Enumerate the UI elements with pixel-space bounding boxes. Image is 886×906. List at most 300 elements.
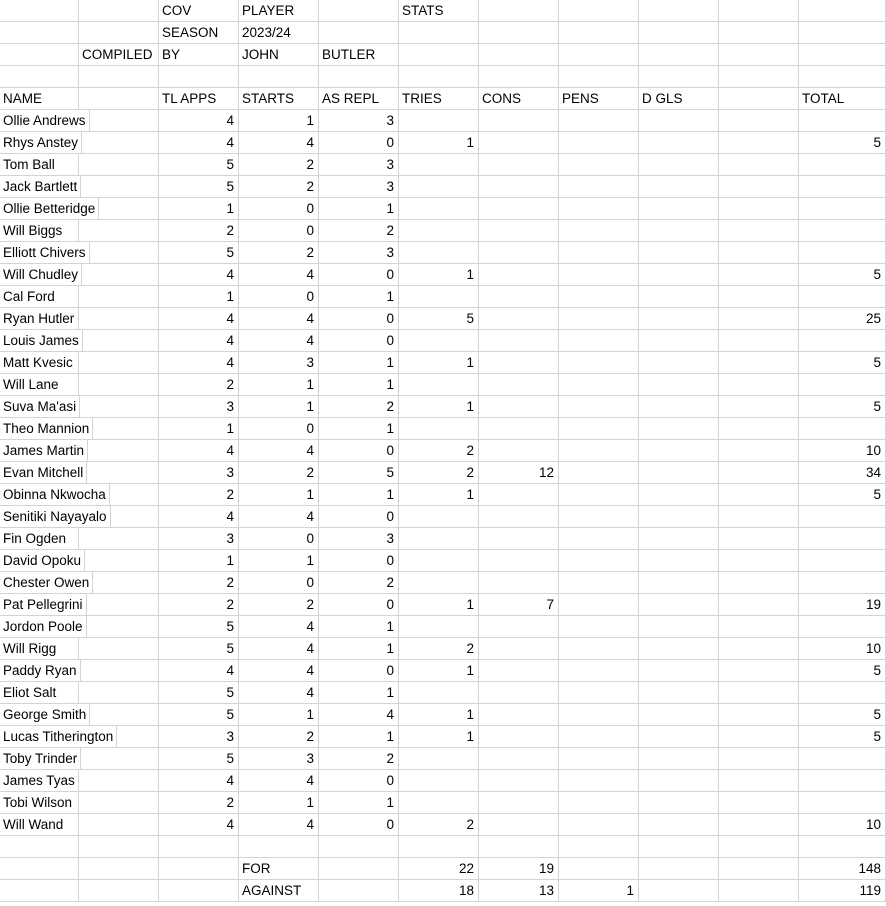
cell-r5-tl-apps[interactable]: TL APPS bbox=[159, 88, 239, 110]
cell-r4-b[interactable] bbox=[79, 66, 159, 88]
cell-r18-b[interactable] bbox=[79, 374, 159, 396]
cell-r32-b[interactable] bbox=[79, 682, 159, 704]
cell-r25-b[interactable] bbox=[79, 528, 159, 550]
cell-r30-pens[interactable] bbox=[559, 638, 639, 660]
cell-r24-total[interactable] bbox=[799, 506, 886, 528]
cell-r3-j[interactable] bbox=[719, 44, 799, 66]
cell-r36-total[interactable] bbox=[799, 770, 886, 792]
cell-r18-starts[interactable]: 1 bbox=[239, 374, 319, 396]
cell-r25-d-gls[interactable] bbox=[639, 528, 719, 550]
cell-r31-cons[interactable] bbox=[479, 660, 559, 682]
cell-r23-tl-apps[interactable]: 2 bbox=[159, 484, 239, 506]
player-name-cell[interactable]: Elliott Chivers bbox=[0, 242, 90, 264]
cell-r29-pens[interactable] bbox=[559, 616, 639, 638]
cell-r36-as-repl[interactable]: 0 bbox=[319, 770, 399, 792]
cell-r1-starts[interactable]: PLAYER bbox=[239, 0, 319, 22]
player-name-cell[interactable]: Evan Mitchell bbox=[0, 462, 87, 484]
cell-r2-total[interactable] bbox=[799, 22, 886, 44]
cell-r41-cons[interactable]: 13 bbox=[479, 880, 559, 902]
cell-r41-tl-apps[interactable] bbox=[159, 880, 239, 902]
cell-r33-j[interactable] bbox=[719, 704, 799, 726]
cell-r41-j[interactable] bbox=[719, 880, 799, 902]
cell-r30-total[interactable]: 10 bbox=[799, 638, 886, 660]
cell-r41-pens[interactable]: 1 bbox=[559, 880, 639, 902]
cell-r27-as-repl[interactable]: 2 bbox=[319, 572, 399, 594]
cell-r4-j[interactable] bbox=[719, 66, 799, 88]
cell-r5-total[interactable]: TOTAL bbox=[799, 88, 886, 110]
cell-r22-tl-apps[interactable]: 3 bbox=[159, 462, 239, 484]
cell-r38-tl-apps[interactable]: 4 bbox=[159, 814, 239, 836]
cell-r18-tries[interactable] bbox=[399, 374, 479, 396]
cell-r26-pens[interactable] bbox=[559, 550, 639, 572]
cell-r10-pens[interactable] bbox=[559, 198, 639, 220]
cell-r24-d-gls[interactable] bbox=[639, 506, 719, 528]
cell-r12-as-repl[interactable]: 3 bbox=[319, 242, 399, 264]
cell-r16-j[interactable] bbox=[719, 330, 799, 352]
cell-r18-total[interactable] bbox=[799, 374, 886, 396]
cell-r39-starts[interactable] bbox=[239, 836, 319, 858]
cell-r18-as-repl[interactable]: 1 bbox=[319, 374, 399, 396]
cell-r40-tl-apps[interactable] bbox=[159, 858, 239, 880]
cell-r27-d-gls[interactable] bbox=[639, 572, 719, 594]
cell-r28-pens[interactable] bbox=[559, 594, 639, 616]
cell-r40-j[interactable] bbox=[719, 858, 799, 880]
cell-r35-pens[interactable] bbox=[559, 748, 639, 770]
cell-r20-tries[interactable] bbox=[399, 418, 479, 440]
cell-r4-pens[interactable] bbox=[559, 66, 639, 88]
cell-r28-b[interactable] bbox=[79, 594, 159, 616]
cell-r4-cons[interactable] bbox=[479, 66, 559, 88]
cell-r9-d-gls[interactable] bbox=[639, 176, 719, 198]
cell-r37-tl-apps[interactable]: 2 bbox=[159, 792, 239, 814]
cell-r34-tl-apps[interactable]: 3 bbox=[159, 726, 239, 748]
cell-r8-total[interactable] bbox=[799, 154, 886, 176]
cell-r7-pens[interactable] bbox=[559, 132, 639, 154]
player-name-cell[interactable]: Tobi Wilson bbox=[0, 792, 79, 814]
cell-r6-tries[interactable] bbox=[399, 110, 479, 132]
cell-r7-b[interactable] bbox=[79, 132, 159, 154]
cell-r35-starts[interactable]: 3 bbox=[239, 748, 319, 770]
cell-r7-as-repl[interactable]: 0 bbox=[319, 132, 399, 154]
cell-r24-tl-apps[interactable]: 4 bbox=[159, 506, 239, 528]
cell-r10-cons[interactable] bbox=[479, 198, 559, 220]
cell-r28-d-gls[interactable] bbox=[639, 594, 719, 616]
cell-r34-as-repl[interactable]: 1 bbox=[319, 726, 399, 748]
cell-r26-as-repl[interactable]: 0 bbox=[319, 550, 399, 572]
cell-r3-pens[interactable] bbox=[559, 44, 639, 66]
cell-r21-pens[interactable] bbox=[559, 440, 639, 462]
player-name-cell[interactable]: Will Rigg bbox=[0, 638, 79, 660]
player-name-cell[interactable]: Tom Ball bbox=[0, 154, 79, 176]
cell-r2-b[interactable] bbox=[79, 22, 159, 44]
cell-r39-name[interactable] bbox=[0, 836, 79, 858]
cell-r16-cons[interactable] bbox=[479, 330, 559, 352]
cell-r31-starts[interactable]: 4 bbox=[239, 660, 319, 682]
cell-r32-cons[interactable] bbox=[479, 682, 559, 704]
cell-r19-cons[interactable] bbox=[479, 396, 559, 418]
player-name-cell[interactable]: James Tyas bbox=[0, 770, 79, 792]
cell-r9-pens[interactable] bbox=[559, 176, 639, 198]
cell-r1-b[interactable] bbox=[79, 0, 159, 22]
player-name-cell[interactable]: Lucas Titherington bbox=[0, 726, 117, 748]
cell-r23-j[interactable] bbox=[719, 484, 799, 506]
cell-r29-j[interactable] bbox=[719, 616, 799, 638]
cell-r7-j[interactable] bbox=[719, 132, 799, 154]
cell-r20-tl-apps[interactable]: 1 bbox=[159, 418, 239, 440]
cell-r30-cons[interactable] bbox=[479, 638, 559, 660]
player-name-cell[interactable]: Rhys Anstey bbox=[0, 132, 82, 154]
cell-r39-tries[interactable] bbox=[399, 836, 479, 858]
cell-r12-total[interactable] bbox=[799, 242, 886, 264]
cell-r36-d-gls[interactable] bbox=[639, 770, 719, 792]
cell-r19-pens[interactable] bbox=[559, 396, 639, 418]
cell-r17-tl-apps[interactable]: 4 bbox=[159, 352, 239, 374]
cell-r28-starts[interactable]: 2 bbox=[239, 594, 319, 616]
cell-r16-starts[interactable]: 4 bbox=[239, 330, 319, 352]
cell-r29-d-gls[interactable] bbox=[639, 616, 719, 638]
cell-r25-total[interactable] bbox=[799, 528, 886, 550]
cell-r4-starts[interactable] bbox=[239, 66, 319, 88]
cell-r1-tries[interactable]: STATS bbox=[399, 0, 479, 22]
cell-r8-j[interactable] bbox=[719, 154, 799, 176]
cell-r2-tl-apps[interactable]: SEASON bbox=[159, 22, 239, 44]
player-name-cell[interactable]: Will Chudley bbox=[0, 264, 82, 286]
cell-r28-j[interactable] bbox=[719, 594, 799, 616]
cell-r9-cons[interactable] bbox=[479, 176, 559, 198]
player-name-cell[interactable]: David Opoku bbox=[0, 550, 85, 572]
cell-r33-pens[interactable] bbox=[559, 704, 639, 726]
cell-r17-tries[interactable]: 1 bbox=[399, 352, 479, 374]
cell-r5-name[interactable]: NAME bbox=[0, 88, 79, 110]
cell-r8-cons[interactable] bbox=[479, 154, 559, 176]
cell-r34-total[interactable]: 5 bbox=[799, 726, 886, 748]
cell-r1-cons[interactable] bbox=[479, 0, 559, 22]
cell-r37-j[interactable] bbox=[719, 792, 799, 814]
cell-r39-as-repl[interactable] bbox=[319, 836, 399, 858]
cell-r5-as-repl[interactable]: AS REPL bbox=[319, 88, 399, 110]
player-name-cell[interactable]: Senitiki Nayayalo bbox=[0, 506, 111, 528]
cell-r29-as-repl[interactable]: 1 bbox=[319, 616, 399, 638]
player-name-cell[interactable]: Matt Kvesic bbox=[0, 352, 79, 374]
cell-r17-j[interactable] bbox=[719, 352, 799, 374]
player-name-cell[interactable]: Suva Ma'asi bbox=[0, 396, 80, 418]
cell-r38-j[interactable] bbox=[719, 814, 799, 836]
cell-r21-tl-apps[interactable]: 4 bbox=[159, 440, 239, 462]
cell-r16-as-repl[interactable]: 0 bbox=[319, 330, 399, 352]
cell-r15-cons[interactable] bbox=[479, 308, 559, 330]
cell-r14-as-repl[interactable]: 1 bbox=[319, 286, 399, 308]
cell-r16-pens[interactable] bbox=[559, 330, 639, 352]
cell-r26-d-gls[interactable] bbox=[639, 550, 719, 572]
cell-r34-starts[interactable]: 2 bbox=[239, 726, 319, 748]
cell-r37-tries[interactable] bbox=[399, 792, 479, 814]
cell-r22-d-gls[interactable] bbox=[639, 462, 719, 484]
cell-r37-starts[interactable]: 1 bbox=[239, 792, 319, 814]
cell-r33-total[interactable]: 5 bbox=[799, 704, 886, 726]
cell-r4-tries[interactable] bbox=[399, 66, 479, 88]
cell-r36-cons[interactable] bbox=[479, 770, 559, 792]
cell-r36-tries[interactable] bbox=[399, 770, 479, 792]
cell-r35-tl-apps[interactable]: 5 bbox=[159, 748, 239, 770]
cell-r38-d-gls[interactable] bbox=[639, 814, 719, 836]
cell-r27-total[interactable] bbox=[799, 572, 886, 594]
cell-r23-cons[interactable] bbox=[479, 484, 559, 506]
cell-r15-d-gls[interactable] bbox=[639, 308, 719, 330]
cell-r15-as-repl[interactable]: 0 bbox=[319, 308, 399, 330]
cell-r2-as-repl[interactable] bbox=[319, 22, 399, 44]
player-name-cell[interactable]: Obinna Nkwocha bbox=[0, 484, 110, 506]
cell-r31-as-repl[interactable]: 0 bbox=[319, 660, 399, 682]
cell-r22-total[interactable]: 34 bbox=[799, 462, 886, 484]
cell-r39-cons[interactable] bbox=[479, 836, 559, 858]
cell-r9-tries[interactable] bbox=[399, 176, 479, 198]
player-name-cell[interactable]: Will Biggs bbox=[0, 220, 79, 242]
cell-r23-as-repl[interactable]: 1 bbox=[319, 484, 399, 506]
cell-r8-tl-apps[interactable]: 5 bbox=[159, 154, 239, 176]
cell-r6-total[interactable] bbox=[799, 110, 886, 132]
cell-r17-d-gls[interactable] bbox=[639, 352, 719, 374]
cell-r18-tl-apps[interactable]: 2 bbox=[159, 374, 239, 396]
cell-r28-tries[interactable]: 1 bbox=[399, 594, 479, 616]
cell-r7-cons[interactable] bbox=[479, 132, 559, 154]
cell-r32-as-repl[interactable]: 1 bbox=[319, 682, 399, 704]
cell-r28-as-repl[interactable]: 0 bbox=[319, 594, 399, 616]
cell-r15-pens[interactable] bbox=[559, 308, 639, 330]
cell-r9-tl-apps[interactable]: 5 bbox=[159, 176, 239, 198]
cell-r11-d-gls[interactable] bbox=[639, 220, 719, 242]
player-name-cell[interactable]: Will Lane bbox=[0, 374, 79, 396]
cell-r30-d-gls[interactable] bbox=[639, 638, 719, 660]
cell-r38-tries[interactable]: 2 bbox=[399, 814, 479, 836]
cell-r37-d-gls[interactable] bbox=[639, 792, 719, 814]
cell-r12-d-gls[interactable] bbox=[639, 242, 719, 264]
cell-r18-d-gls[interactable] bbox=[639, 374, 719, 396]
cell-r41-d-gls[interactable] bbox=[639, 880, 719, 902]
cell-r16-tries[interactable] bbox=[399, 330, 479, 352]
cell-r13-pens[interactable] bbox=[559, 264, 639, 286]
cell-r19-starts[interactable]: 1 bbox=[239, 396, 319, 418]
cell-r17-as-repl[interactable]: 1 bbox=[319, 352, 399, 374]
cell-r39-total[interactable] bbox=[799, 836, 886, 858]
cell-r24-as-repl[interactable]: 0 bbox=[319, 506, 399, 528]
cell-r5-j[interactable] bbox=[719, 88, 799, 110]
cell-r22-pens[interactable] bbox=[559, 462, 639, 484]
cell-r26-tries[interactable] bbox=[399, 550, 479, 572]
cell-r19-j[interactable] bbox=[719, 396, 799, 418]
cell-r34-pens[interactable] bbox=[559, 726, 639, 748]
cell-r11-pens[interactable] bbox=[559, 220, 639, 242]
cell-r7-d-gls[interactable] bbox=[639, 132, 719, 154]
cell-r39-j[interactable] bbox=[719, 836, 799, 858]
cell-r4-name[interactable] bbox=[0, 66, 79, 88]
cell-r14-j[interactable] bbox=[719, 286, 799, 308]
cell-r26-cons[interactable] bbox=[479, 550, 559, 572]
player-name-cell[interactable]: George Smith bbox=[0, 704, 90, 726]
cell-r3-tl-apps[interactable]: BY bbox=[159, 44, 239, 66]
cell-r6-as-repl[interactable]: 3 bbox=[319, 110, 399, 132]
cell-r35-total[interactable] bbox=[799, 748, 886, 770]
cell-r34-cons[interactable] bbox=[479, 726, 559, 748]
cell-r13-tl-apps[interactable]: 4 bbox=[159, 264, 239, 286]
cell-r26-j[interactable] bbox=[719, 550, 799, 572]
cell-r14-tries[interactable] bbox=[399, 286, 479, 308]
cell-r40-d-gls[interactable] bbox=[639, 858, 719, 880]
cell-r1-tl-apps[interactable]: COV bbox=[159, 0, 239, 22]
cell-r17-b[interactable] bbox=[79, 352, 159, 374]
cell-r25-as-repl[interactable]: 3 bbox=[319, 528, 399, 550]
cell-r32-j[interactable] bbox=[719, 682, 799, 704]
cell-r30-tries[interactable]: 2 bbox=[399, 638, 479, 660]
cell-r36-starts[interactable]: 4 bbox=[239, 770, 319, 792]
cell-r41-total[interactable]: 119 bbox=[799, 880, 886, 902]
cell-r12-pens[interactable] bbox=[559, 242, 639, 264]
cell-r25-j[interactable] bbox=[719, 528, 799, 550]
cell-r13-cons[interactable] bbox=[479, 264, 559, 286]
cell-r8-tries[interactable] bbox=[399, 154, 479, 176]
cell-r1-name[interactable] bbox=[0, 0, 79, 22]
cell-r31-b[interactable] bbox=[79, 660, 159, 682]
cell-r14-total[interactable] bbox=[799, 286, 886, 308]
cell-r6-j[interactable] bbox=[719, 110, 799, 132]
cell-r29-cons[interactable] bbox=[479, 616, 559, 638]
cell-r2-j[interactable] bbox=[719, 22, 799, 44]
cell-r33-tl-apps[interactable]: 5 bbox=[159, 704, 239, 726]
cell-r40-tries[interactable]: 22 bbox=[399, 858, 479, 880]
cell-r19-as-repl[interactable]: 2 bbox=[319, 396, 399, 418]
player-name-cell[interactable]: Theo Mannion bbox=[0, 418, 93, 440]
cell-r38-cons[interactable] bbox=[479, 814, 559, 836]
cell-r6-starts[interactable]: 1 bbox=[239, 110, 319, 132]
cell-r21-j[interactable] bbox=[719, 440, 799, 462]
cell-r30-b[interactable] bbox=[79, 638, 159, 660]
cell-r36-j[interactable] bbox=[719, 770, 799, 792]
cell-r3-tries[interactable] bbox=[399, 44, 479, 66]
cell-r30-j[interactable] bbox=[719, 638, 799, 660]
cell-r41-name[interactable] bbox=[0, 880, 79, 902]
cell-r20-d-gls[interactable] bbox=[639, 418, 719, 440]
cell-r2-name[interactable] bbox=[0, 22, 79, 44]
cell-r19-b[interactable] bbox=[79, 396, 159, 418]
cell-r12-tries[interactable] bbox=[399, 242, 479, 264]
cell-r16-total[interactable] bbox=[799, 330, 886, 352]
cell-r15-tl-apps[interactable]: 4 bbox=[159, 308, 239, 330]
cell-r12-tl-apps[interactable]: 5 bbox=[159, 242, 239, 264]
cell-r26-starts[interactable]: 1 bbox=[239, 550, 319, 572]
cell-r23-d-gls[interactable] bbox=[639, 484, 719, 506]
cell-r18-cons[interactable] bbox=[479, 374, 559, 396]
cell-r38-pens[interactable] bbox=[559, 814, 639, 836]
cell-r22-starts[interactable]: 2 bbox=[239, 462, 319, 484]
cell-r25-tries[interactable] bbox=[399, 528, 479, 550]
cell-r37-as-repl[interactable]: 1 bbox=[319, 792, 399, 814]
cell-r30-tl-apps[interactable]: 5 bbox=[159, 638, 239, 660]
cell-r3-starts[interactable]: JOHN bbox=[239, 44, 319, 66]
cell-r11-tries[interactable] bbox=[399, 220, 479, 242]
cell-r40-cons[interactable]: 19 bbox=[479, 858, 559, 880]
cell-r13-d-gls[interactable] bbox=[639, 264, 719, 286]
cell-r10-total[interactable] bbox=[799, 198, 886, 220]
cell-r3-d-gls[interactable] bbox=[639, 44, 719, 66]
cell-r13-j[interactable] bbox=[719, 264, 799, 286]
cell-r40-name[interactable] bbox=[0, 858, 79, 880]
cell-r20-pens[interactable] bbox=[559, 418, 639, 440]
cell-r27-pens[interactable] bbox=[559, 572, 639, 594]
cell-r21-cons[interactable] bbox=[479, 440, 559, 462]
cell-r17-starts[interactable]: 3 bbox=[239, 352, 319, 374]
cell-r4-as-repl[interactable] bbox=[319, 66, 399, 88]
cell-r37-pens[interactable] bbox=[559, 792, 639, 814]
cell-r1-as-repl[interactable] bbox=[319, 0, 399, 22]
cell-r19-total[interactable]: 5 bbox=[799, 396, 886, 418]
cell-r33-cons[interactable] bbox=[479, 704, 559, 726]
cell-r34-d-gls[interactable] bbox=[639, 726, 719, 748]
cell-r11-starts[interactable]: 0 bbox=[239, 220, 319, 242]
cell-r8-b[interactable] bbox=[79, 154, 159, 176]
cell-r17-pens[interactable] bbox=[559, 352, 639, 374]
cell-r16-d-gls[interactable] bbox=[639, 330, 719, 352]
cell-r11-b[interactable] bbox=[79, 220, 159, 242]
cell-r5-tries[interactable]: TRIES bbox=[399, 88, 479, 110]
cell-r4-d-gls[interactable] bbox=[639, 66, 719, 88]
cell-r3-b[interactable]: COMPILED bbox=[79, 44, 159, 66]
cell-r25-cons[interactable] bbox=[479, 528, 559, 550]
cell-r33-b[interactable] bbox=[79, 704, 159, 726]
cell-r38-b[interactable] bbox=[79, 814, 159, 836]
cell-r10-starts[interactable]: 0 bbox=[239, 198, 319, 220]
cell-r39-b[interactable] bbox=[79, 836, 159, 858]
cell-r29-tl-apps[interactable]: 5 bbox=[159, 616, 239, 638]
cell-r11-cons[interactable] bbox=[479, 220, 559, 242]
cell-r1-total[interactable] bbox=[799, 0, 886, 22]
cell-r32-starts[interactable]: 4 bbox=[239, 682, 319, 704]
cell-r22-cons[interactable]: 12 bbox=[479, 462, 559, 484]
cell-r23-starts[interactable]: 1 bbox=[239, 484, 319, 506]
cell-r6-tl-apps[interactable]: 4 bbox=[159, 110, 239, 132]
cell-r7-tl-apps[interactable]: 4 bbox=[159, 132, 239, 154]
cell-r11-tl-apps[interactable]: 2 bbox=[159, 220, 239, 242]
cell-r15-total[interactable]: 25 bbox=[799, 308, 886, 330]
cell-r40-as-repl[interactable] bbox=[319, 858, 399, 880]
cell-r40-starts[interactable]: FOR bbox=[239, 858, 319, 880]
cell-r35-j[interactable] bbox=[719, 748, 799, 770]
cell-r27-j[interactable] bbox=[719, 572, 799, 594]
cell-r15-b[interactable] bbox=[79, 308, 159, 330]
cell-r37-total[interactable] bbox=[799, 792, 886, 814]
player-name-cell[interactable]: Chester Owen bbox=[0, 572, 93, 594]
cell-r17-total[interactable]: 5 bbox=[799, 352, 886, 374]
player-name-cell[interactable]: Cal Ford bbox=[0, 286, 79, 308]
cell-r24-j[interactable] bbox=[719, 506, 799, 528]
cell-r20-starts[interactable]: 0 bbox=[239, 418, 319, 440]
cell-r2-cons[interactable] bbox=[479, 22, 559, 44]
cell-r39-d-gls[interactable] bbox=[639, 836, 719, 858]
player-name-cell[interactable]: Louis James bbox=[0, 330, 83, 352]
cell-r2-starts[interactable]: 2023/24 bbox=[239, 22, 319, 44]
cell-r8-d-gls[interactable] bbox=[639, 154, 719, 176]
cell-r12-cons[interactable] bbox=[479, 242, 559, 264]
cell-r22-tries[interactable]: 2 bbox=[399, 462, 479, 484]
cell-r14-cons[interactable] bbox=[479, 286, 559, 308]
cell-r13-as-repl[interactable]: 0 bbox=[319, 264, 399, 286]
cell-r32-pens[interactable] bbox=[559, 682, 639, 704]
cell-r16-b[interactable] bbox=[79, 330, 159, 352]
cell-r35-b[interactable] bbox=[79, 748, 159, 770]
player-name-cell[interactable]: Eliot Salt bbox=[0, 682, 79, 704]
cell-r32-tries[interactable] bbox=[399, 682, 479, 704]
cell-r40-b[interactable] bbox=[79, 858, 159, 880]
cell-r21-d-gls[interactable] bbox=[639, 440, 719, 462]
cell-r33-tries[interactable]: 1 bbox=[399, 704, 479, 726]
